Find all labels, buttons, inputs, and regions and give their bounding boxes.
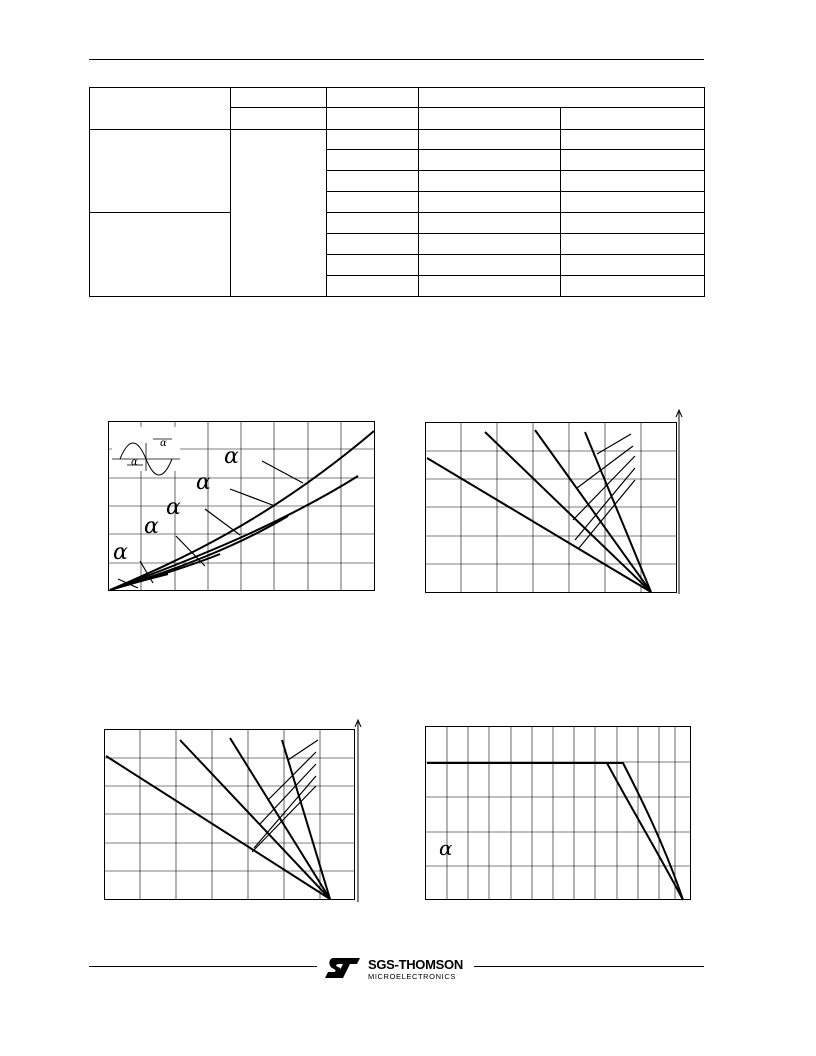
logo-brand-text: SGS-THOMSON [368, 957, 463, 972]
footer-rule-right [474, 966, 704, 967]
figure-1-alpha-label-3: α [166, 495, 181, 520]
figure-1-graph [108, 421, 378, 593]
figure-3-leaders [252, 740, 318, 852]
figure-4-alpha-label: α [439, 836, 453, 860]
table-row-divider [326, 170, 704, 171]
figure-3-svg [104, 720, 368, 910]
figure-1-alpha-label-5: α [113, 540, 128, 565]
table-row-divider [326, 275, 704, 276]
figure-4-graph [425, 726, 695, 904]
figure-2-grid [425, 422, 677, 593]
table-col-divider [230, 88, 231, 296]
figure-1-alpha-label-2: α [196, 470, 211, 495]
figure-4-grid [425, 726, 691, 900]
table-row-divider [326, 212, 704, 213]
figure-2-svg [425, 408, 687, 598]
figure-1-alpha-label-1: α [224, 444, 239, 469]
table-col-divider [326, 88, 327, 296]
table-col-divider [418, 88, 419, 296]
table-row-divider [326, 149, 704, 150]
data-table [89, 87, 705, 297]
table-header-divider [230, 107, 704, 108]
figure-1-alpha-label-4: α [144, 514, 159, 539]
table-row-divider [326, 254, 704, 255]
figure-3-right-axis [355, 720, 361, 902]
figure-3-lines [106, 738, 330, 899]
figure-1-svg [108, 421, 378, 593]
header-rule [89, 59, 704, 60]
figure-3-grid [104, 729, 355, 900]
figure-1-inset-alpha-2: α [131, 457, 138, 468]
figure-4-curves [427, 763, 683, 900]
table-group-divider [90, 212, 230, 213]
figure-4-svg [425, 726, 695, 904]
figure-1-inset [112, 427, 180, 475]
st-logo-icon [324, 956, 364, 980]
figure-3-graph [104, 720, 368, 910]
table-col-divider [560, 108, 561, 296]
company-logo [322, 956, 472, 982]
footer-rule-left [89, 966, 317, 967]
figure-2-lines [427, 430, 651, 592]
logo-subtitle-text: MICROELECTRONICS [368, 972, 456, 981]
table-row-divider [326, 233, 704, 234]
figure-2-graph [425, 408, 687, 598]
table-header-rule [90, 129, 704, 130]
figure-1-inset-alpha: α [160, 438, 167, 449]
table-row-divider [326, 191, 704, 192]
